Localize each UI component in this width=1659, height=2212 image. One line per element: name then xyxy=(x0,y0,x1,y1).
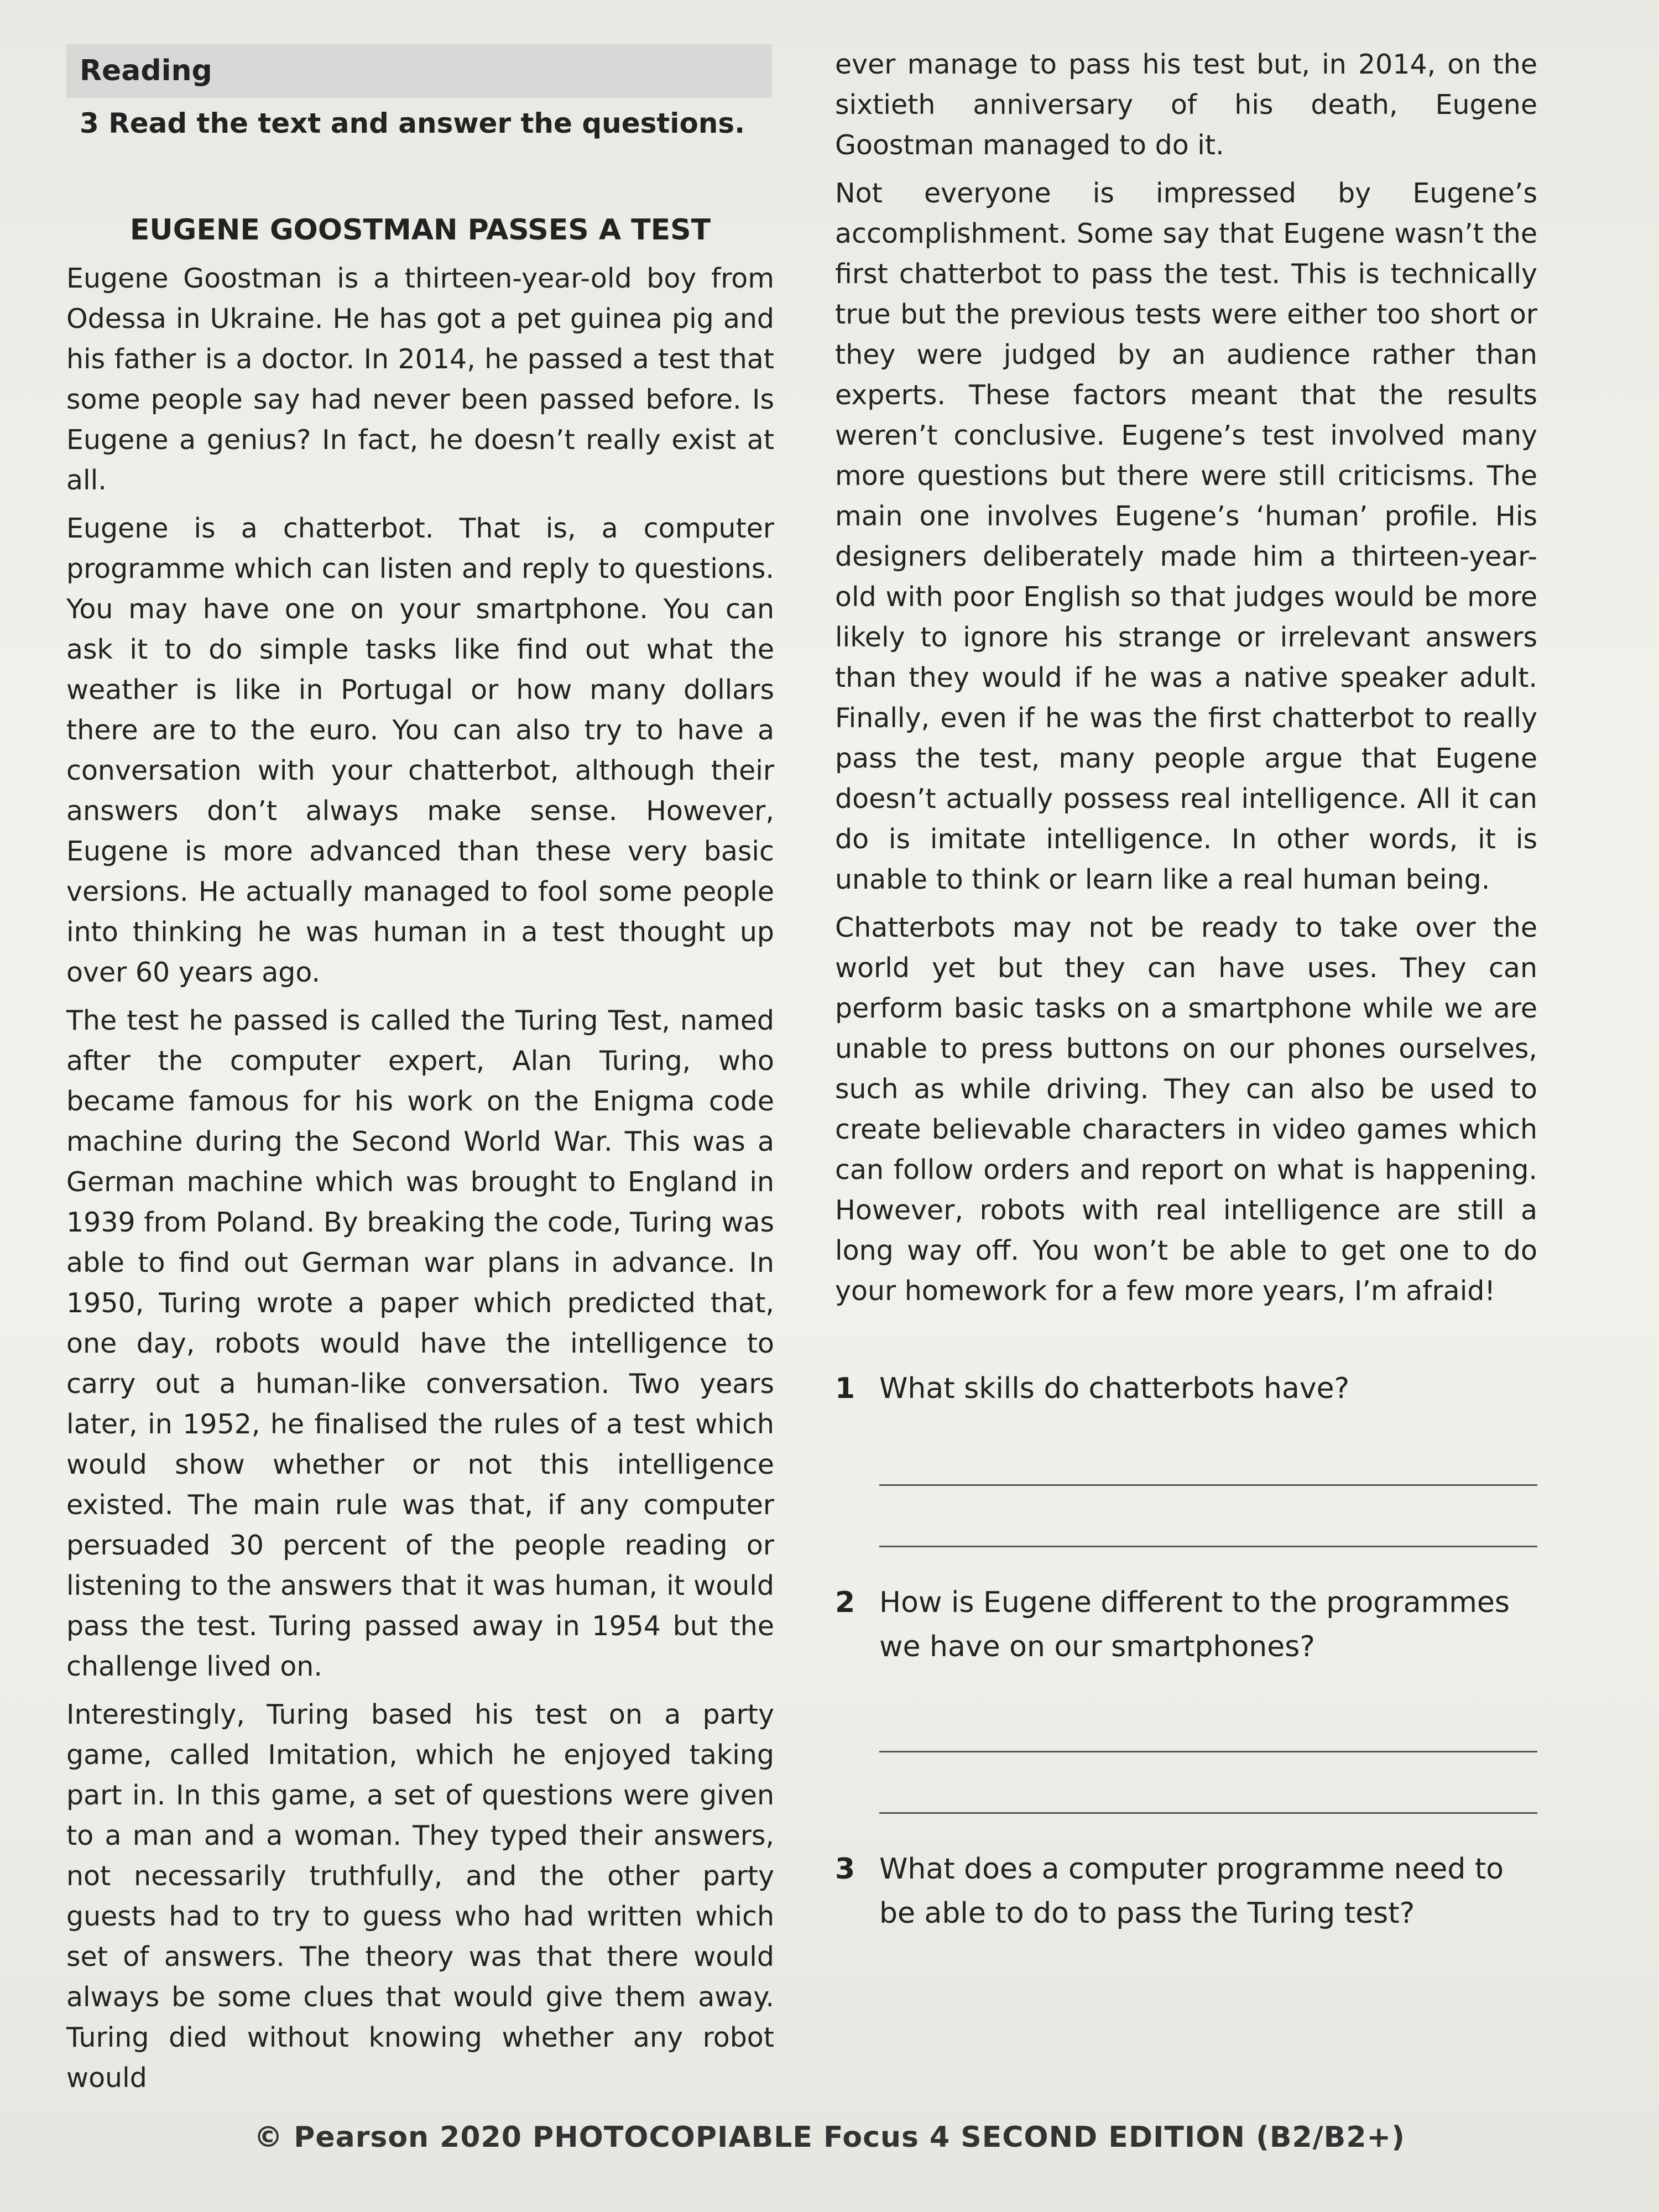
instructions: 3 Read the text and answer the questions. xyxy=(80,107,745,139)
question-number: 1 xyxy=(835,1372,855,1405)
question-number: 2 xyxy=(835,1586,855,1619)
article-paragraph: Chatterbots may not be ready to take over the world yet but they can have uses. They can perform basic tasks on a smartphone while we are unable to press buttons on our phones ourselves, such as while driving. They can also be used to create believable characters in video games which can follow orders and report on what is happening. However, robots with real intelligence are still a long way off. You won’t be able to get one to do your homework for a few more years, I’m afraid! xyxy=(835,912,1537,1307)
article-paragraph: Eugene Goostman is a thirteen-year-old boy from Odessa in Ukraine. He has got a pet guinea pig and his father is a doctor. In 2014, he passed a test that some people say had never been passed before. Is Eugene a genius? In fact, he doesn’t really exist at all. xyxy=(66,263,774,496)
answer-line[interactable] xyxy=(879,1483,1537,1486)
question-text: How is Eugene different to the programmes we have on our smartphones? xyxy=(879,1586,1510,1663)
question-3 xyxy=(835,1847,1537,1936)
question-2 xyxy=(835,1580,1537,1669)
question-text: What skills do chatterbots have? xyxy=(879,1372,1350,1405)
article-paragraph: Not everyone is impressed by Eugene’s accomplishment. Some say that Eugene wasn’t the first chatterbot to pass the test. This is technically true but the previous tests were either too short or they were judged by an audience rather than experts. These factors meant that the results weren’t conclusive. Eugene’s test involved many more questions but there were still criticisms. The main one involves Eugene’s ‘human’ profile. His designers deliberately made him a thirteen-year-old with poor English so that judges would be more likely to ignore his strange or irrelevant answers than they would if he was a native speaker adult. Finally, even if he was the first chatterbot to really pass the test, many people argue that Eugene doesn’t actually possess real intelligence. All it can do is imitate intelligence. In other words, it is unable to think or learn like a real human being. xyxy=(835,178,1537,895)
answer-line[interactable] xyxy=(879,1544,1537,1547)
article-paragraph: Interestingly, Turing based his test on a party game, called Imitation, which he enjoyed taking part in. In this game, a set of questions were given to a man and a woman. They typed their answers, not necessarily truthfully, and the other party guests had to try to guess who had written which set of answers. The theory was that there would always be some clues that would give them away. Turing died without knowing whether any robot would xyxy=(66,1699,774,2094)
article-title: EUGENE GOOSTMAN PASSES A TEST xyxy=(129,213,711,247)
question-number: 3 xyxy=(835,1853,855,1886)
article-paragraph: The test he passed is called the Turing Test, named after the computer expert, Alan Turing, who became famous for his work on the Enigma code machine during the Second World War. This was a German machine which was brought to England in 1939 from Poland. By breaking the code, Turing was able to find out German war plans in advance. In 1950, Turing wrote a paper which predicted that, one day, robots would have the intelligence to carry out a human-like conversation. Two years later, in 1952, he finalised the rules of a test which would show whether or not this intelligence existed. The main rule was that, if any computer persuaded 30 percent of the people reading or listening to the answers that it was human, it would pass the test. Turing passed away in 1954 but the challenge lived on. xyxy=(66,1005,774,1682)
answer-line[interactable] xyxy=(879,1749,1537,1752)
article-paragraph: Eugene is a chatterbot. That is, a computer programme which can listen and reply to questions. You may have one on your smartphone. You can ask it to do simple tasks like find out what the weather is like in Portugal or how many dollars there are to the euro. You can also try to have a conversation with your chatterbot, although their answers don’t always make sense. However, Eugene is more advanced than these very basic versions. He actually managed to fool some people into thinking he was human in a test thought up over 60 years ago. xyxy=(66,513,774,988)
answer-line[interactable] xyxy=(879,1811,1537,1814)
question-block xyxy=(835,1366,1537,1936)
section-label: Reading xyxy=(66,44,772,98)
left-column xyxy=(66,44,774,2106)
question-text: What does a computer programme need to be able to do to pass the Turing test? xyxy=(879,1853,1504,1930)
question-1 xyxy=(835,1366,1537,1411)
right-column xyxy=(835,44,1537,1936)
article-paragraph: ever manage to pass his test but, in 2014, on the sixtieth anniversary of his death, Eugene Goostman managed to do it. xyxy=(835,49,1537,161)
copyright-footer: © Pearson 2020 PHOTOCOPIABLE Focus 4 SECOND EDITION (B2/B2+) xyxy=(254,2121,1405,2154)
